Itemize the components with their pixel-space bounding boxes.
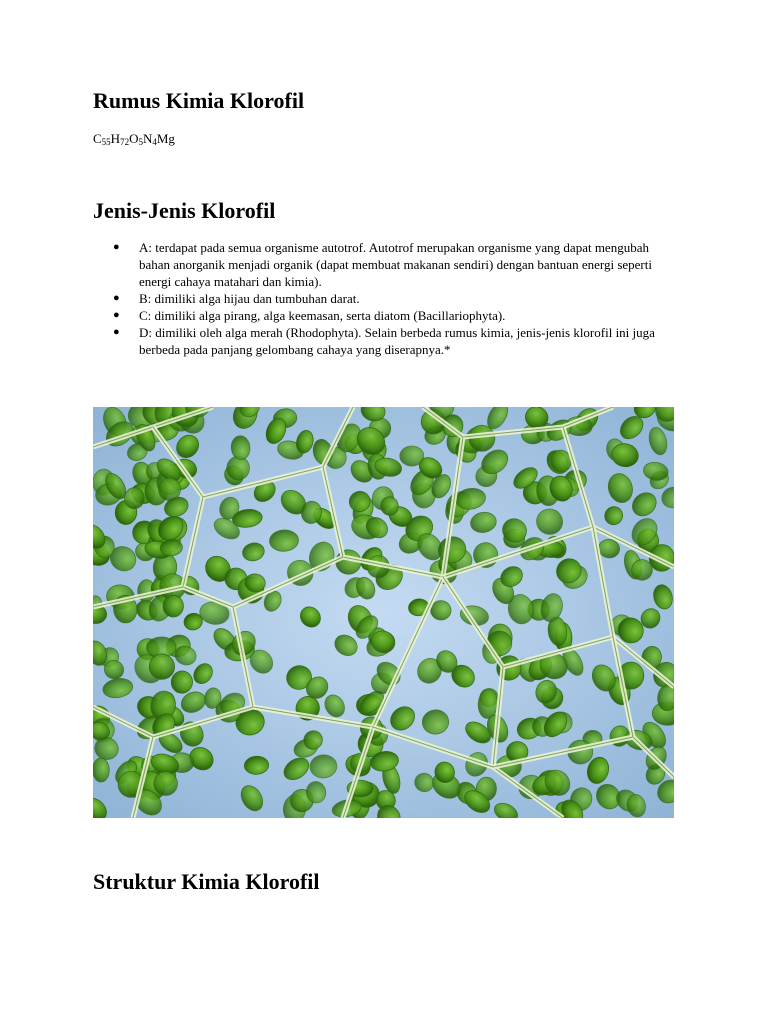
bullet-icon: ● xyxy=(113,309,120,321)
heading-rumus-kimia: Rumus Kimia Klorofil xyxy=(93,88,305,113)
list-item: ● D: dimiliki oleh alga merah (Rhodophyta). Selain berbeda rumus kimia, jenis-jenis klorofil ini juga berbeda pada panjang gelombang cahaya yang diserapnya.* xyxy=(113,325,655,357)
list-item: ● A: terdapat pada semua organisme autotrof. Autotrof merupakan organisme yang dapat mengubah bahan anorganik menjadi organik (dapat membuat makanan sendiri) dengan bantuan energi seperti energi cahaya matahari dan kimia). xyxy=(113,240,652,289)
list-item: ● B: dimiliki alga hijau dan tumbuhan darat. xyxy=(113,291,360,306)
chloroplast xyxy=(93,758,109,782)
bullet-icon: ● xyxy=(113,326,120,338)
bullet-icon: ● xyxy=(113,241,120,253)
chlorophyll-types-list xyxy=(93,239,683,358)
bullet-icon: ● xyxy=(113,292,120,304)
chlorophyll-formula: $C_{55}H_{72}O_5N_4Mg$ xyxy=(93,131,175,147)
heading-jenis-klorofil: Jenis-Jenis Klorofil xyxy=(93,198,276,223)
chloroplast xyxy=(124,487,145,509)
chloroplast-micrograph xyxy=(93,407,674,818)
list-item: ● C: dimiliki alga pirang, alga keemasan, serta diatom (Bacillariophyta). xyxy=(113,308,506,323)
heading-struktur-kimia: Struktur Kimia Klorofil xyxy=(93,869,320,894)
chloroplast xyxy=(400,446,424,466)
